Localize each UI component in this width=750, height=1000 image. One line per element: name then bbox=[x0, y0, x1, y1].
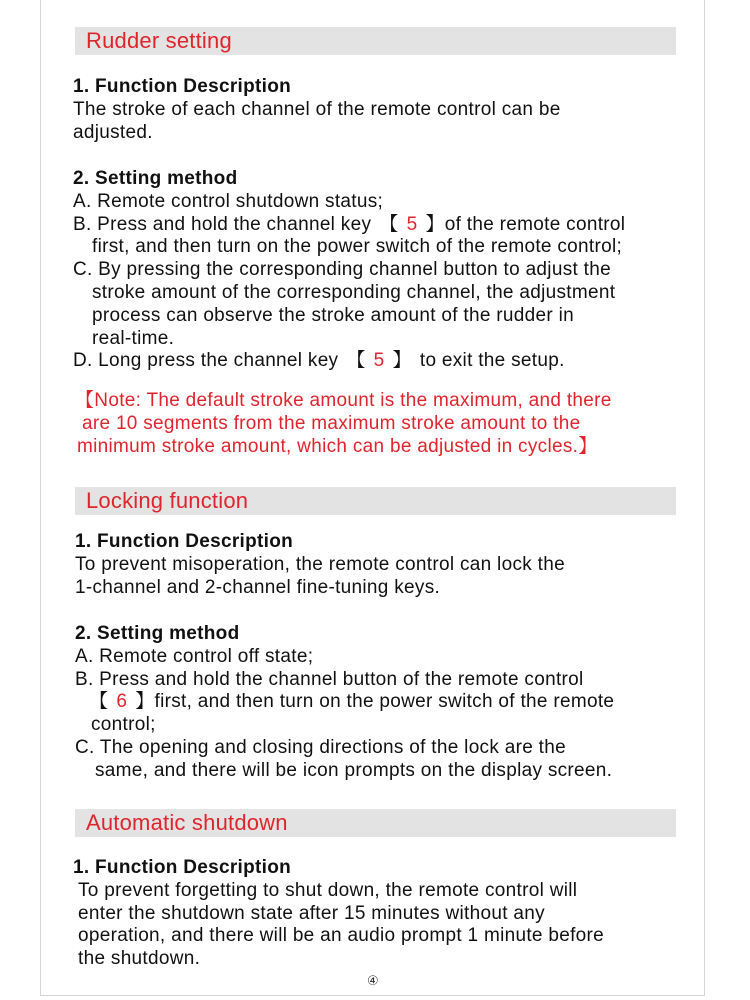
bracket-close: 】 bbox=[392, 350, 412, 372]
channel-key-5: 5 bbox=[406, 213, 418, 235]
locking-step-a: A. Remote control off state; bbox=[75, 645, 314, 667]
page-number: ④ bbox=[367, 973, 379, 988]
section-title-rudder: Rudder setting bbox=[86, 28, 232, 53]
shutdown-function-line: the shutdown. bbox=[78, 948, 201, 970]
rudder-step-c: C. By pressing the corresponding channel button to adjust the bbox=[73, 259, 611, 281]
bracket-open: 【 bbox=[89, 691, 109, 713]
note-line: are 10 segments from the maximum stroke amount to the bbox=[82, 412, 581, 434]
rudder-method-heading: 2. Setting method bbox=[73, 168, 238, 189]
rudder-step-c-cont: real-time. bbox=[92, 327, 175, 349]
bracket-close: 】 bbox=[425, 213, 445, 235]
locking-step-b-cont bbox=[75, 691, 614, 714]
locking-step-b: B. Press and hold the channel button of the remote control bbox=[75, 668, 584, 690]
locking-step-b-text: first, and then turn on the power switch of the remote bbox=[154, 691, 615, 713]
rudder-step-d bbox=[73, 350, 625, 373]
section-header-locking bbox=[75, 487, 676, 515]
rudder-step-b-cont: first, and then turn on the power switch of the remote control; bbox=[92, 236, 623, 258]
rudder-function bbox=[73, 76, 561, 144]
shutdown-function-line: enter the shutdown state after 15 minutes without any bbox=[78, 902, 545, 924]
rudder-function-line: The stroke of each channel of the remote control can be bbox=[73, 98, 561, 120]
rudder-function-heading: 1. Function Description bbox=[73, 76, 292, 97]
locking-step-c-cont: same, and there will be icon prompts on the display screen. bbox=[95, 759, 613, 781]
channel-key-5: 5 bbox=[373, 350, 385, 372]
note-line: minimum stroke amount, which can be adjusted in cycles.】 bbox=[77, 435, 598, 457]
rudder-step-c-cont: process can observe the stroke amount of the rudder in bbox=[92, 304, 574, 326]
bracket-open: 【 bbox=[346, 350, 366, 372]
locking-function-heading: 1. Function Description bbox=[75, 531, 294, 552]
rudder-note bbox=[75, 390, 612, 458]
locking-function-line: To prevent misoperation, the remote control can lock the bbox=[75, 553, 565, 575]
section-title-locking: Locking function bbox=[86, 488, 249, 513]
rudder-function-line: adjusted. bbox=[73, 121, 153, 143]
locking-function bbox=[75, 531, 565, 599]
rudder-step-a: A. Remote control shutdown status; bbox=[73, 190, 384, 212]
bracket-close: 】 bbox=[135, 691, 155, 713]
rudder-step-d-text: D. Long press the channel key bbox=[73, 350, 339, 372]
locking-method-heading: 2. Setting method bbox=[75, 623, 240, 644]
locking-function-line: 1-channel and 2-channel fine-tuning keys. bbox=[75, 576, 441, 598]
section-header-shutdown bbox=[75, 809, 676, 837]
shutdown-function-heading: 1. Function Description bbox=[73, 857, 292, 878]
locking-step-c: C. The opening and closing directions of the lock are the bbox=[75, 736, 566, 758]
locking-method bbox=[75, 623, 614, 783]
bracket-open: 【 bbox=[379, 213, 399, 235]
channel-key-6: 6 bbox=[116, 691, 128, 713]
locking-step-b-cont: control; bbox=[91, 714, 156, 736]
note-line: 【Note: The default stroke amount is the maximum, and there bbox=[75, 390, 612, 411]
rudder-step-c-cont: stroke amount of the corresponding channel, the adjustment bbox=[92, 281, 616, 303]
section-header-rudder bbox=[75, 27, 676, 55]
shutdown-function-line: To prevent forgetting to shut down, the remote control will bbox=[78, 879, 578, 901]
rudder-step-b bbox=[73, 214, 625, 237]
shutdown-function-line: operation, and there will be an audio prompt 1 minute before bbox=[78, 925, 605, 947]
rudder-step-b-text: B. Press and hold the channel key bbox=[73, 213, 372, 235]
rudder-method bbox=[73, 168, 625, 373]
rudder-step-b-text-end: of the remote control bbox=[444, 213, 626, 235]
shutdown-function bbox=[73, 857, 604, 971]
section-title-shutdown: Automatic shutdown bbox=[86, 810, 288, 835]
rudder-step-d-text-end: to exit the setup. bbox=[419, 350, 565, 372]
